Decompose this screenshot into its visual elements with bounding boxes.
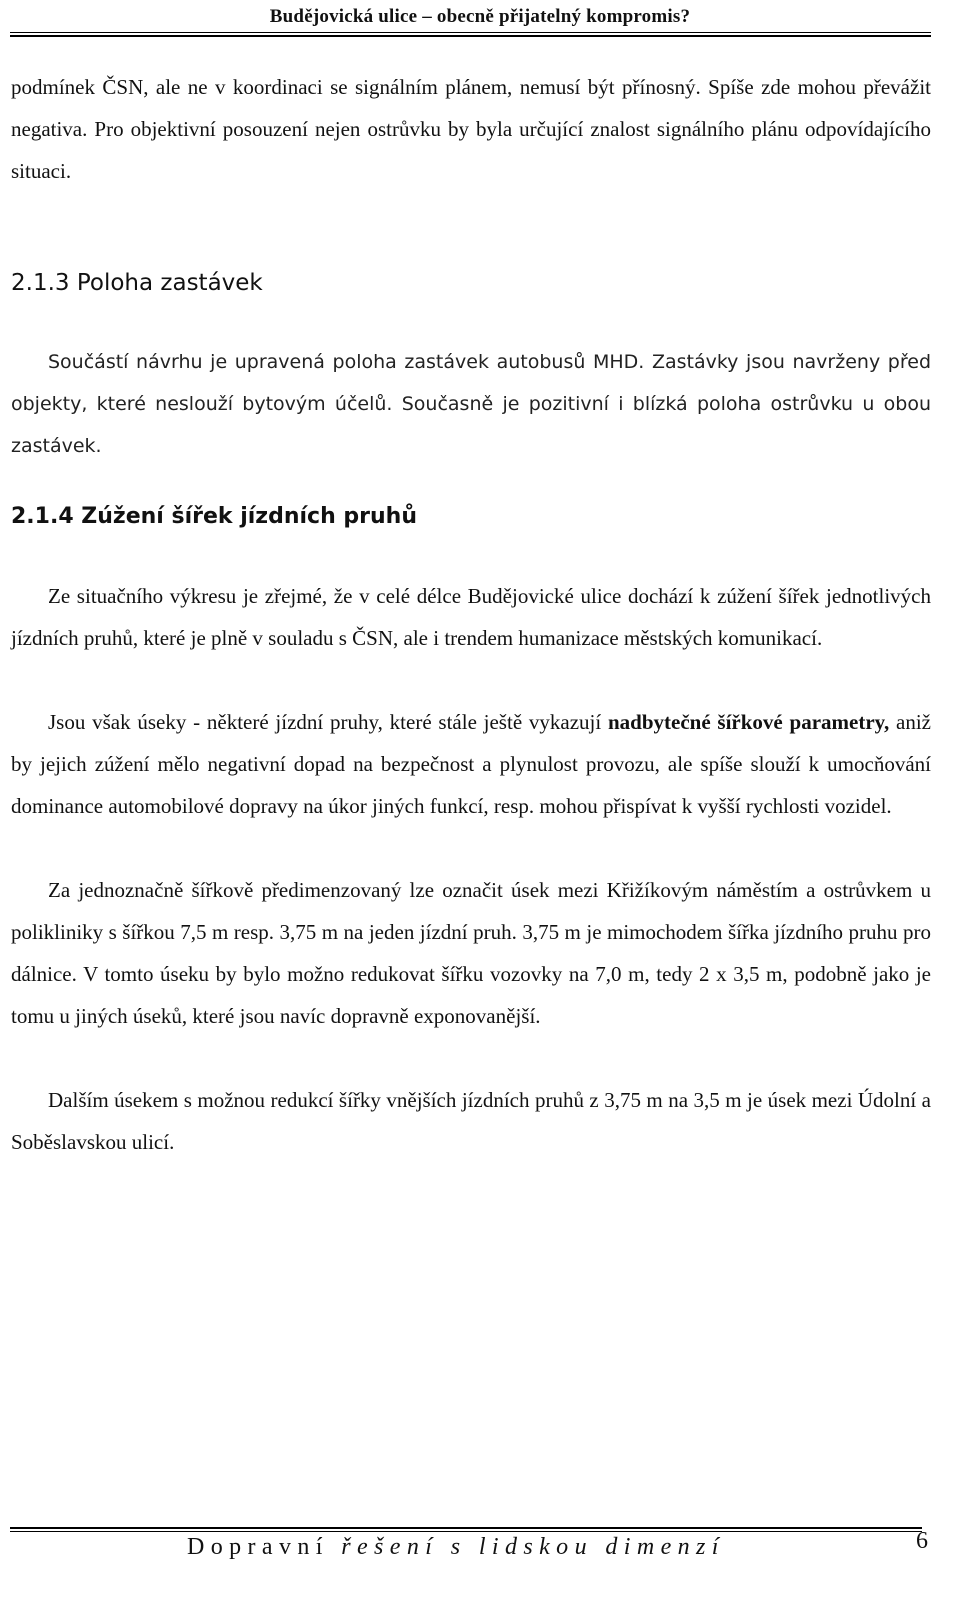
section-2-1-3 (11, 268, 931, 298)
paragraph-text: Ze situačního výkresu je zřejmé, že v celé délce Budějovické ulice dochází k zúžení šířek jednotlivých jízdních pruhů, které je plně v souladu s ČSN, ale i trendem humanizace městských komunikací. (11, 584, 931, 650)
running-footer (187, 1534, 725, 1561)
footer-text-italic: řešení s lidskou dimenzí (341, 1534, 725, 1560)
bold-emphasis: nadbytečné šířkové parametry, (607, 710, 890, 734)
footer-text-upright: Dopravní (187, 1534, 342, 1560)
paragraph-text (11, 701, 931, 827)
header-rule-double (10, 35, 931, 37)
running-header: Budějovická ulice – obecně přijatelný kompromis? (269, 6, 691, 27)
page-number: 6 (916, 1528, 928, 1554)
section-2-1-3-body (11, 341, 931, 467)
paragraph-text: Dalším úsekem s možnou redukcí šířky vnějších jízdních pruhů z 3,75 m na 3,5 m je úsek mezi Údolní a Soběslavskou ulicí. (11, 1088, 931, 1154)
paragraph-gap (11, 827, 931, 869)
paragraph-continuation (11, 66, 931, 192)
footer-rule-double (10, 1531, 922, 1532)
paragraph-gap (11, 1037, 931, 1079)
header-rule (10, 32, 931, 33)
section-2-1-4-body (11, 575, 931, 1163)
section-heading: 2.1.3 Poloha zastávek (11, 270, 263, 296)
paragraph-text: Součástí návrhu je upravená poloha zastávek autobusů MHD. Zastávky jsou navrženy před objekty, které neslouží bytovým účelů. Současně je pozitivní i blízká poloha ostrůvku u obou zastávek. (11, 351, 931, 457)
text-run: aniž by jejich zúžení mělo negativní dopad na bezpečnost a plynulost provozu, ale spíše slouží k umocňování dominance automobilové dopravy na úkor jiných funkcí, resp. mohou přispívat k vyšší rychlosti vozidel. (11, 710, 931, 818)
paragraph-text: Za jednoznačně šířkově předimenzovaný lze označit úsek mezi Křižíkovým náměstím a ostrůvkem u polikliniky s šířkou 7,5 m resp. 3,75 m na jeden jízdní pruh. 3,75 m je mimochodem šířka jízdního pruhu pro dálnice. V tomto úseku by bylo možno redukovat šířku vozovky na 7,0 m, tedy 2 x 3,5 m, podobně jako je tomu u jiných úseků, které jsou navíc dopravně exponovanější. (11, 878, 931, 1028)
section-2-1-4 (11, 502, 931, 532)
paragraph-gap (11, 659, 931, 701)
section-heading: 2.1.4 Zúžení šířek jízdních pruhů (11, 504, 417, 529)
paragraph-text: podmínek ČSN, ale ne v koordinaci se signálním plánem, nemusí být přínosný. Spíše zde mohou převážit negativa. Pro objektivní posouzení nejen ostrůvku by byla určující znalost signálního plánu odpovídajícího situaci. (11, 75, 931, 183)
text-run: Jsou však úseky - některé jízdní pruhy, které stále ještě vykazují (48, 710, 608, 734)
footer-rule (10, 1527, 922, 1529)
